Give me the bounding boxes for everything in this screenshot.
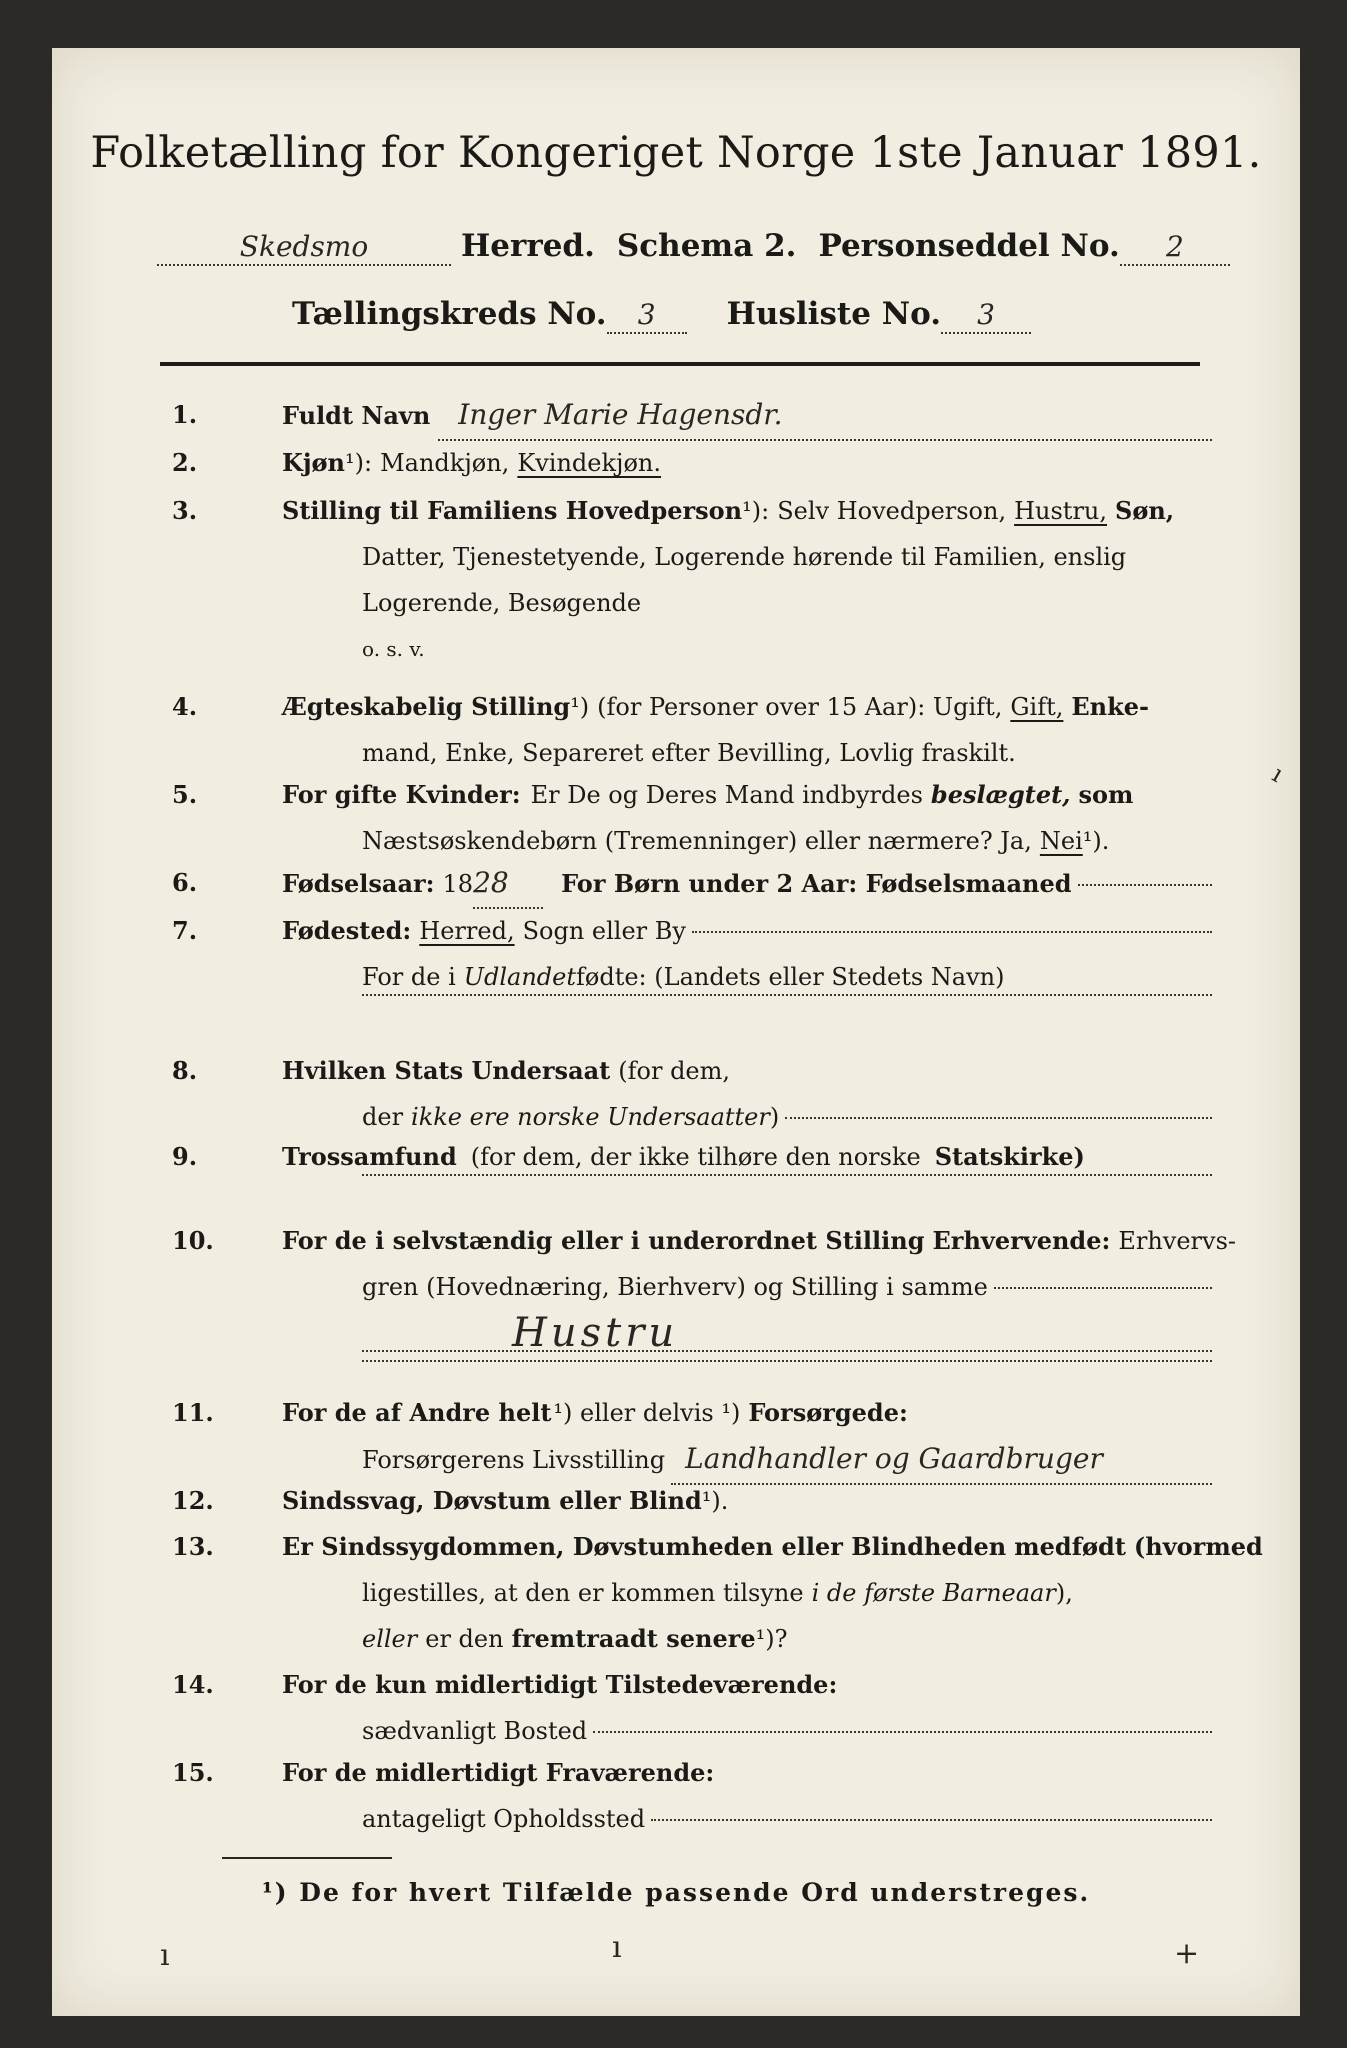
fill-line (362, 1360, 1212, 1362)
kreds-field (607, 296, 687, 334)
item-label: For de midlertidigt Fraværende: (282, 1758, 715, 1787)
selected-option: Hustru, (1014, 497, 1107, 525)
option-text: ¹) eller delvis ¹) (553, 1399, 741, 1427)
item-number: 6. (172, 868, 198, 897)
item-label: Ægteskabelig Stilling (282, 692, 571, 721)
option-text: gren (Hovednæring, Bierhverv) og Stilling i samme (362, 1273, 988, 1301)
option-text: Erhvervs- (1118, 1227, 1236, 1255)
item-12 (172, 1478, 1212, 1524)
item-label: Trossamfund (282, 1142, 457, 1171)
personseddel-number: 2 (1165, 230, 1184, 263)
item-5 (172, 772, 1212, 864)
option-text: Udlandet (463, 963, 577, 991)
footnote-ref: ¹). (1082, 827, 1110, 855)
item-6 (172, 860, 1212, 909)
item-3 (172, 488, 1212, 672)
header-divider (160, 362, 1200, 366)
option-text: ), (1055, 1579, 1073, 1607)
option-text: Næstsøskendebørn (Tremenninger) eller nærmere? Ja, (362, 827, 1032, 855)
item-1 (172, 392, 1212, 441)
item-label: Sindssvag, Døvstum eller Blind (282, 1486, 702, 1515)
item-number: 14. (172, 1670, 214, 1699)
option-text: (hvormed (1133, 1532, 1263, 1561)
item-label: For de af Andre helt (282, 1398, 552, 1427)
item-label: For de i selvstændig eller i underordnet Stilling (282, 1226, 925, 1255)
item-label: fremtraadt senere (511, 1624, 756, 1653)
item-number: 12. (172, 1486, 214, 1515)
selected-option: Gift, (1010, 693, 1064, 721)
option-text: Søn, (1115, 496, 1175, 525)
option-text: For Børn under 2 Aar: Fødselsmaaned (561, 869, 1072, 898)
option-text: (for dem, (618, 1057, 731, 1085)
fill-line (593, 1731, 1212, 1733)
fill-line (362, 1174, 1212, 1176)
footnote-ref: ¹) (570, 693, 590, 721)
option-text: er den (425, 1625, 504, 1653)
option-text: Mandkjøn, (380, 449, 510, 477)
item-label: Hvilken Stats Undersaat (282, 1056, 611, 1085)
item-number: 4. (172, 692, 198, 721)
item-number: 7. (172, 916, 198, 945)
item-label: Kjøn (282, 448, 345, 477)
pencil-cross-mark: + (1174, 1936, 1200, 1971)
option-text: o. s. v. (362, 637, 425, 661)
item-number: 2. (172, 448, 198, 477)
header-line-kreds (292, 296, 1031, 334)
item-number: 11. (172, 1398, 214, 1427)
item-label: For de kun midlertidigt Tilstedeværende: (282, 1670, 838, 1699)
option-text: Sogn eller By (522, 917, 686, 945)
pencil-tick-mark: ı (1267, 759, 1289, 789)
occupation-value: Hustru (512, 1310, 679, 1356)
husliste-label: Husliste No. (726, 296, 941, 332)
option-text: mand, Enke, Separeret efter Bevilling, Lovlig fraskilt. (362, 739, 1016, 767)
option-text: som (1078, 780, 1134, 809)
footnote-ref: ¹): (345, 449, 373, 477)
item-label: For gifte Kvinder: (282, 780, 521, 809)
option-text: Datter, Tjenestetyende, Logerende hørende til Familien, enslig (362, 543, 1127, 571)
item-13 (172, 1524, 1263, 1662)
footnote-text: ¹) De for hvert Tilfælde passende Ord understreges. (261, 1878, 1091, 1907)
item-9 (172, 1134, 1212, 1220)
pencil-tick-mark: ı (612, 1930, 622, 1965)
option-text: ikke ere norske Undersaatter (411, 1103, 770, 1131)
option-text: eller (362, 1625, 418, 1653)
fill-line (651, 1819, 1212, 1821)
selected-option: Nei (1039, 827, 1083, 855)
full-name-field (438, 392, 1212, 441)
fill-line (692, 931, 1212, 933)
fill-line (785, 1117, 1212, 1119)
item-4 (172, 684, 1212, 776)
item-number: 1. (172, 400, 198, 429)
item-number: 15. (172, 1758, 214, 1787)
item-2 (172, 440, 1212, 486)
footnote-ref: ¹)? (755, 1625, 788, 1653)
schema-label: Schema 2. (616, 228, 797, 264)
item-label: Erhvervende: (932, 1226, 1111, 1255)
header-line-herred (157, 228, 1230, 266)
item-label: Fuldt Navn (282, 401, 431, 430)
item-label: Stilling til Familiens Hovedperson (282, 496, 743, 525)
item-label: Er Sindssygdommen, Døvstumheden eller Blindheden (282, 1532, 1007, 1561)
item-label: Fødested: (282, 916, 412, 945)
item-label: medfødt (1014, 1532, 1126, 1561)
census-form (52, 48, 1300, 2016)
personseddel-label: Personseddel No. (818, 228, 1120, 264)
option-text: Selv Hovedperson, (777, 497, 1007, 525)
option-text: (for dem, der ikke tilhøre den norske (470, 1143, 921, 1171)
option-text: antageligt Opholdssted (362, 1805, 646, 1833)
item-label: Forsørgede: (748, 1398, 908, 1427)
option-text: der (362, 1103, 404, 1131)
fill-line (1078, 884, 1212, 886)
municipality-field (157, 228, 451, 266)
option-text: Forsørgerens Livsstilling (362, 1446, 666, 1474)
birth-year-field (473, 860, 543, 909)
kreds-label: Tællingskreds No. (292, 296, 607, 332)
item-number: 13. (172, 1532, 214, 1561)
full-name-value: Inger Marie Hagensdr. (458, 398, 783, 431)
option-text: (for Personer over 15 Aar): Ugift, (597, 693, 1003, 721)
item-15 (172, 1750, 1212, 1842)
option-text: i de første Barneaar (811, 1579, 1056, 1607)
option-text: ligestilles, at den er kommen tilsyne (362, 1579, 804, 1607)
option-text: Er De og Deres Mand indbyrdes (530, 781, 923, 809)
option-text: Statskirke) (934, 1142, 1085, 1171)
item-number: 5. (172, 780, 198, 809)
option-text: For de i (362, 963, 456, 991)
item-11 (172, 1390, 1212, 1485)
fill-line (994, 1287, 1212, 1289)
selected-option: Herred, (419, 917, 515, 945)
option-text: beslægtet, (930, 780, 1071, 809)
item-10 (172, 1218, 1236, 1406)
kreds-number: 3 (637, 298, 656, 331)
option-text: sædvanligt Bosted (362, 1717, 588, 1745)
option-text: fødte: (Landets eller Stedets Navn) (576, 963, 1005, 991)
item-7 (172, 908, 1212, 1046)
municipality-handwritten: Skedsmo (239, 230, 369, 263)
footnote-divider (222, 1857, 392, 1859)
item-number: 10. (172, 1226, 214, 1255)
footnote-ref: ¹): (742, 497, 770, 525)
form-title: Folketælling for Kongeriget Norge 1ste Januar 1891. (90, 128, 1262, 178)
occupation-field (362, 1310, 1212, 1366)
item-label: Fødselsaar: (282, 869, 435, 898)
item-8 (172, 1048, 1212, 1140)
option-text: Enke- (1071, 692, 1149, 721)
pencil-tick-mark: ı (160, 1938, 170, 1973)
year-prefix: 18 (442, 870, 474, 898)
husliste-field (941, 296, 1031, 334)
husliste-number: 3 (977, 298, 995, 331)
provider-occupation-value: Landhandler og Gaardbruger (685, 1442, 1103, 1475)
personseddel-field (1120, 228, 1230, 266)
footnote-ref: ¹). (701, 1487, 729, 1515)
herred-label: Herred. (461, 228, 595, 264)
item-number: 3. (172, 496, 198, 525)
selected-option: Kvindekjøn. (517, 449, 662, 477)
birth-year-value: 28 (473, 866, 509, 899)
item-number: 8. (172, 1056, 198, 1085)
item-number: 9. (172, 1142, 198, 1171)
fill-line (362, 994, 1212, 996)
option-text: ) (769, 1103, 780, 1131)
option-text: Logerende, Besøgende (362, 589, 642, 617)
item-14 (172, 1662, 1212, 1754)
occupation-line (362, 1310, 1212, 1356)
